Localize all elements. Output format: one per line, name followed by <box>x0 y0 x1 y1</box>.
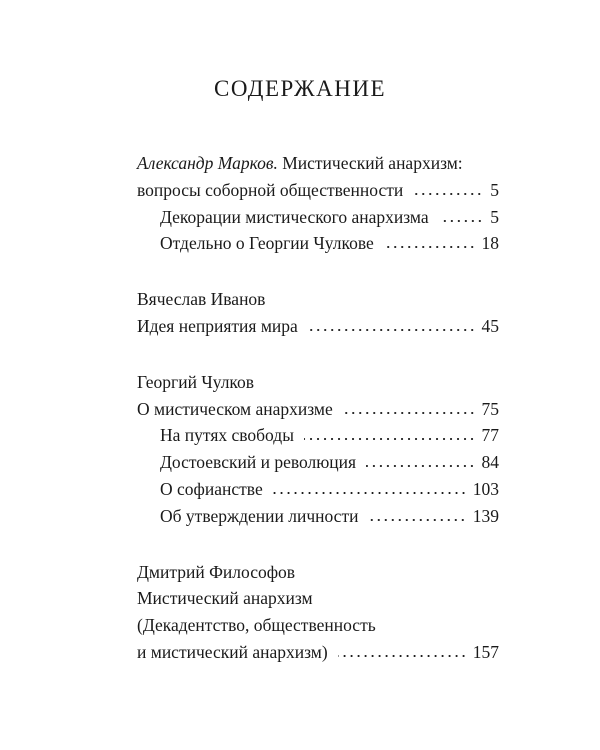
work-title-line: Мистический анархизм <box>137 588 313 609</box>
page-number: 18 <box>481 233 499 254</box>
toc-entry[interactable] <box>137 422 499 449</box>
entry-label: Достоевский и революция <box>160 452 357 473</box>
dot-leader <box>413 192 483 196</box>
toc-entry[interactable] <box>137 639 499 666</box>
toc-entry[interactable] <box>137 396 499 423</box>
entry-label: Отдельно о Георгии Чулкове <box>160 233 374 254</box>
toc-entry[interactable] <box>137 449 499 476</box>
dot-leader <box>273 491 467 495</box>
page-number: 45 <box>481 315 499 336</box>
page-number: 77 <box>481 425 499 446</box>
author-name: Александр Марков. <box>137 153 278 173</box>
entry-label: и мистический анархизм) <box>137 641 328 662</box>
toc-entry[interactable] <box>137 503 499 530</box>
toc-entry[interactable] <box>137 204 499 231</box>
dot-leader <box>368 518 466 522</box>
page-number: 5 <box>490 179 499 200</box>
toc-section-filosofov <box>137 559 499 666</box>
toc-author-line <box>137 150 499 177</box>
toc-entry[interactable] <box>137 230 499 257</box>
author-name: Вячеслав Иванов <box>137 289 266 310</box>
table-of-contents <box>137 150 499 666</box>
page-number: 139 <box>472 505 499 526</box>
toc-entry[interactable] <box>137 177 499 204</box>
toc-section-markov <box>137 150 499 257</box>
author-name: Георгий Чулков <box>137 371 255 392</box>
page-number: 84 <box>481 452 499 473</box>
toc-section-ivanov <box>137 286 499 340</box>
entry-label: Декорации мистического анархизма <box>160 206 429 227</box>
entry-label: О софианстве <box>160 478 263 499</box>
dot-leader <box>304 437 476 441</box>
toc-entry[interactable] <box>137 313 499 340</box>
entry-label: На путях свободы <box>160 425 294 446</box>
dot-leader <box>338 654 467 658</box>
author-name: Дмитрий Философов <box>137 561 296 582</box>
dot-leader <box>384 245 476 249</box>
dot-leader <box>343 411 476 415</box>
page-number: 157 <box>472 641 499 662</box>
work-title: Мистический анархизм: <box>277 153 463 173</box>
entry-label: Об утверждении личности <box>160 505 359 526</box>
entry-label: Идея неприятия мира <box>137 315 298 336</box>
page-number: 5 <box>490 206 499 227</box>
entry-label: О мистическом анархизме <box>137 398 333 419</box>
toc-section-chulkov <box>137 369 499 530</box>
dot-leader <box>308 328 476 332</box>
dot-leader <box>366 464 475 468</box>
page-title: СОДЕРЖАНИЕ <box>213 76 386 101</box>
work-title-line: (Декадентство, общественность <box>137 615 376 636</box>
entry-label: вопросы соборной общественности <box>137 179 404 200</box>
toc-entry[interactable] <box>137 476 499 503</box>
page-number: 75 <box>481 398 499 419</box>
page-number: 103 <box>472 478 499 499</box>
dot-leader <box>439 219 483 223</box>
